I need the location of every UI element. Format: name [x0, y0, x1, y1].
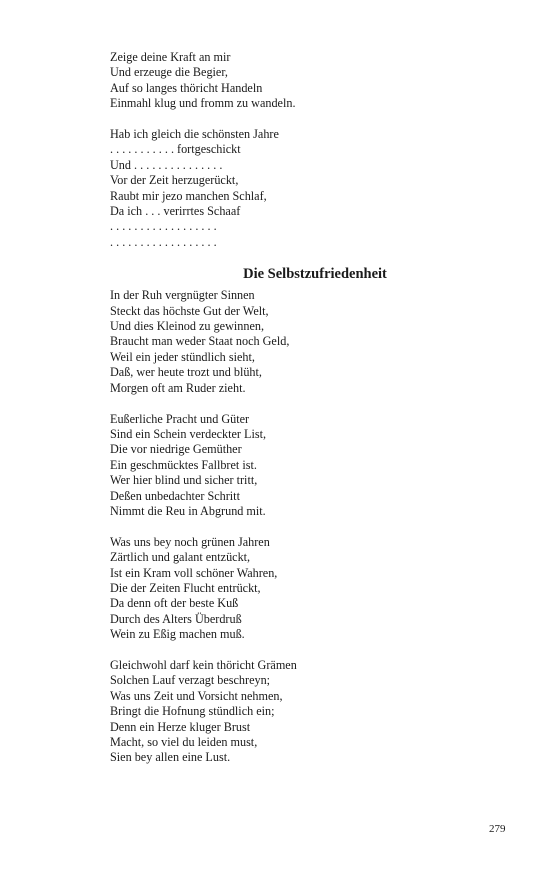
stanza: [110, 412, 440, 520]
verse-line: Hab ich gleich die schönsten Jahre: [110, 127, 279, 142]
verse-line: Zärtlich und galant entzückt,: [110, 550, 251, 565]
poem-continuation: [110, 50, 440, 250]
verse-line: Braucht man weder Staat noch Geld,: [110, 334, 290, 349]
verse-line: Was uns Zeit und Vorsicht nehmen,: [110, 688, 283, 703]
verse-line: Deßen unbedachter Schritt: [110, 488, 240, 503]
verse-line: Weil ein jeder stündlich sieht,: [110, 349, 255, 364]
poem-title: Die Selbstzufriedenheit: [243, 266, 387, 283]
page-number: 279: [489, 823, 506, 835]
page-body: [110, 50, 440, 766]
verse-line: Steckt das höchste Gut der Welt,: [110, 303, 269, 318]
verse-line: Solchen Lauf verzagt beschreyn;: [110, 673, 271, 688]
verse-line: Die vor niedrige Gemüther: [110, 442, 242, 457]
verse-line: Da ich . . . verirrtes Schaaf: [110, 204, 241, 219]
verse-line: Daß, wer heute trozt und blüht,: [110, 365, 262, 380]
verse-line: Und dies Kleinod zu gewinnen,: [110, 319, 265, 334]
verse-line: Ist ein Kram voll schöner Wahren,: [110, 565, 278, 580]
verse-line: Bringt die Hofnung stündlich ein;: [110, 704, 275, 719]
verse-line: Ein geschmücktes Fallbret ist.: [110, 457, 257, 472]
verse-line: . . . . . . . . . . . . . . . . . .: [110, 234, 217, 249]
verse-line: Was uns bey noch grünen Jahren: [110, 534, 270, 549]
verse-line: Sind ein Schein verdeckter List,: [110, 426, 267, 441]
verse-line: Die der Zeiten Flucht entrückt,: [110, 580, 261, 595]
verse-line: Macht, so viel du leiden must,: [110, 735, 258, 749]
verse-line: Zeige deine Kraft an mir: [110, 50, 231, 64]
verse-line: Nimmt die Reu in Abgrund mit.: [110, 503, 266, 518]
stanza: [110, 288, 440, 396]
poem-selbstzufriedenheit: [110, 288, 440, 766]
stanza: [110, 535, 440, 643]
verse-line: Und . . . . . . . . . . . . . . .: [110, 157, 223, 172]
verse-line: . . . . . . . . . . . . . . . . . .: [110, 219, 217, 234]
verse-line: In der Ruh vergnügter Sinnen: [110, 288, 255, 303]
verse-line: Morgen oft am Ruder zieht.: [110, 380, 246, 395]
verse-line: Sien bey allen eine Lust.: [110, 750, 231, 765]
verse-line: Raubt mir jezo manchen Schlaf,: [110, 188, 267, 203]
verse-line: Gleichwohl darf kein thöricht Grämen: [110, 657, 297, 672]
stanza: [110, 50, 440, 112]
verse-line: Wein zu Eßig machen muß.: [110, 627, 245, 642]
verse-line: Auf so langes thöricht Handeln: [110, 80, 263, 95]
stanza: [110, 127, 440, 250]
verse-line: Einmahl klug und fromm zu wandeln.: [110, 96, 296, 111]
verse-line: Und erzeuge die Begier,: [110, 65, 228, 80]
verse-line: . . . . . . . . . . . fortgeschickt: [110, 142, 241, 157]
verse-line: Durch des Alters Überdruß: [110, 611, 242, 626]
verse-line: Da denn oft der beste Kuß: [110, 596, 239, 611]
verse-line: Wer hier blind und sicher tritt,: [110, 473, 258, 488]
verse-line: Vor der Zeit herzugerückt,: [110, 173, 239, 188]
stanza: [110, 658, 440, 766]
verse-line: Eußerliche Pracht und Güter: [110, 411, 250, 426]
verse-line: Denn ein Herze kluger Brust: [110, 719, 251, 734]
